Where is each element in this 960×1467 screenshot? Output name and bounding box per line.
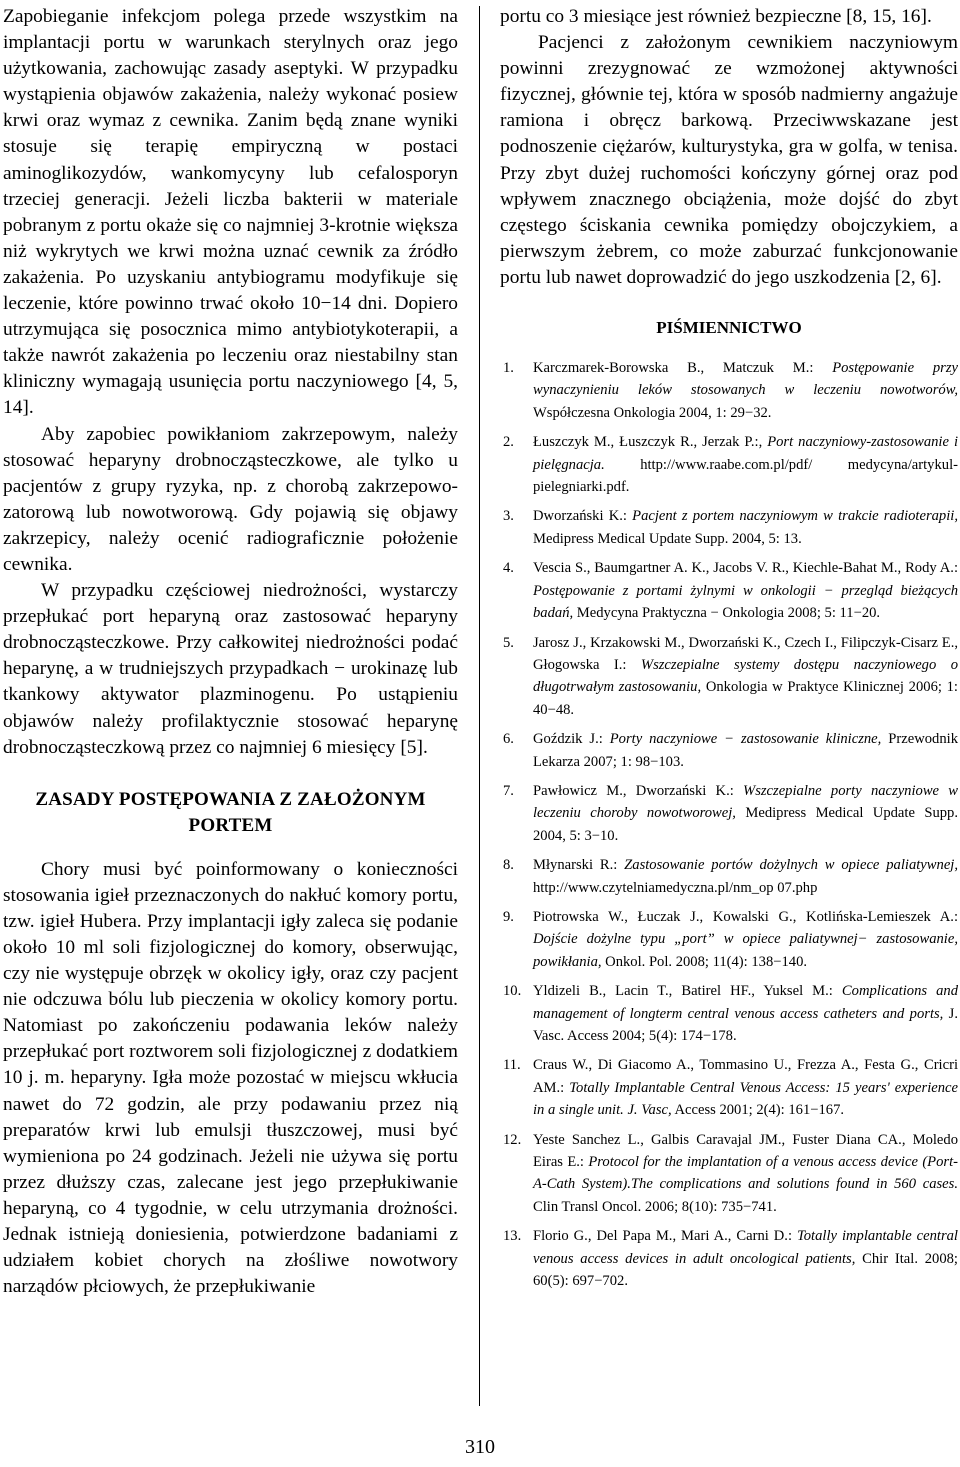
right-column — [500, 4, 958, 1299]
paragraph-thrombosis: Aby zapobiec powikłaniom zakrzepowym, należy stosować heparyny drobnocząsteczkowe, ale tylko u pacjentów z grupy ryzyka, np. z chorobą zakrzepowo-zatorową lub nowotworową. Gdy pojawią się objawy zakrzepicy, należy ocenić radiograficznie położenie cewnika. — [3, 423, 458, 575]
column-divider — [479, 6, 480, 1406]
reference-item — [500, 854, 958, 899]
reference-source: Clin Transl Oncol. 2006; 8(10): 735−741. — [533, 1198, 777, 1215]
reference-authors: Jarosz J., Krzakowski M., Dworzański K., Czech I., Filipczyk-Cisarz E., Głogowska I.: — [533, 634, 958, 673]
reference-title: Port naczyniowy-zastosowanie i pielęgnacja. — [533, 434, 958, 473]
reference-item — [500, 557, 958, 624]
reference-authors: Yeste Sanchez L., Galbis Caravajal JM., Fuster Diana CA., Moledo Eiras E.: — [533, 1131, 958, 1171]
reference-title: Totally Implantable Central Venous Access: 15 years' experience in a single unit. J. Vasc, — [533, 1079, 958, 1119]
reference-authors: Dworzański K.: — [533, 508, 633, 525]
reference-title: Pacjent z portem naczyniowym w trakcie radioterapii, — [632, 508, 958, 525]
reference-authors: Pawłowicz M., Dworzański K.: — [533, 782, 744, 799]
reference-item — [500, 728, 958, 773]
reference-item — [500, 505, 958, 550]
reference-number: 3. — [503, 508, 514, 525]
reference-authors: Piotrowska W., Łuczak J., Kowalski G., Kotlińska-Lemieszek A.: — [533, 908, 958, 925]
reference-source: Onkol. Pol. 2008; 11(4): 138−140. — [601, 953, 808, 970]
reference-authors: Karczmarek-Borowska B., Matczuk M.: — [533, 360, 833, 377]
reference-title: Zastosowanie portów dożylnych w opiece paliatywnej, — [624, 857, 958, 874]
reference-source: J. Vasc. Access 2004; 5(4): 174−178. — [533, 1005, 958, 1044]
reference-source: Medycyna Praktyczna − Onkologia 2008; 5: 11−20. — [573, 605, 881, 622]
left-column — [3, 4, 458, 1300]
reference-source: Medipress Medical Update Supp. 2004, 5: 13. — [533, 530, 802, 547]
reference-number: 5. — [503, 634, 514, 651]
reference-authors: Młynarski R.: — [533, 857, 625, 874]
reference-item — [500, 1225, 958, 1292]
reference-authors: Florio G., Del Papa M., Mari A., Carni D.: — [533, 1228, 797, 1245]
paragraph-port-handling: Chory musi być poinformowany o konieczności stosowania igieł przeznaczonych do nakłuć komory portu, tzw. igieł Hubera. Przy implantacji igły zaleca się podanie około 10 ml soli fizjologicznej do komory, obserwując, czy nie występuje obrzęk w okolicy igły, oraz czy pacjent nie odczuwa bólu lub pieczenia w okolicy komory portu. Natomiast po zakończeniu podawania leków należy przepłukać port roztworem soli fizjologicznej z dodatkiem 10 j. m. heparyny. Igła może pozostać w miejscu wkłucia nawet do 72 godzin, ale przy podawaniu przez nią preparatów krwi lub emulsji tłuszczowej, musi być wymieniona po 24 godzinach. Jeżeli nie używa się portu przez dłuższy czas, zalecane jest jego przepłukiwanie heparyną, co 4 tygodnie, w celu utrzymania drożności. Jednak istnieją doniesienia, potwierdzone badaniami z udziałem kobiet chorych na złośliwe nowotwory narządów płciowych, że przepłukiwanie — [3, 858, 458, 1298]
reference-number: 10. — [503, 983, 522, 1000]
reference-source: http://www.czytelniamedyczna.pl/nm_op 07.php — [533, 879, 818, 896]
reference-authors: Yldizeli B., Lacin T., Batirel HF., Yuksel M.: — [533, 983, 842, 1000]
reference-title: Wszczepialne systemy dostępu naczyniowego o długotrwałym zastosowaniu, — [533, 656, 959, 696]
reference-source: Przewodnik Lekarza 2007; 1: 98−103. — [533, 731, 958, 770]
reference-item — [500, 1054, 958, 1121]
paragraph-occlusion: W przypadku częściowej niedrożności, wystarczy przepłukać port heparyną oraz zastosować heparyny drobnocząsteczkowe. Przy całkowitej niedrożności podać heparynę, a w trudniejszych przypadkach − urokinazę lub tkankowy aktywator plazminogenu. Po ustąpieniu objawów należy profilaktycznie stosować heparynę drobnocząsteczkową przez co najmniej 6 miesięcy [5]. — [3, 580, 458, 758]
reference-number: 7. — [503, 782, 514, 799]
reference-title: Postępowanie z portami żylnymi w onkologii − przegląd bieżących badań, — [533, 582, 958, 622]
reference-item — [500, 431, 958, 498]
section-heading: ZASADY POSTĘPOWANIA Z ZAŁOŻONYM PORTEM — [35, 788, 426, 836]
reference-source: http://www.raabe.com.pl/pdf/ medycyna/artykul-pielegniarki.pdf. — [533, 456, 958, 496]
reference-authors: Goździk J.: — [533, 731, 610, 748]
reference-title: Postępowanie przy wynaczynieniu leków stosowanych w leczeniu nowotworów, — [533, 360, 958, 399]
paragraph-infection-prevention: Zapobieganie infekcjom polega przede wszystkim na implantacji portu w warunkach sterylnych oraz jego użytkowania, zachowując zasady aseptyki. W przypadku wystąpienia objawów zakażenia, należy wykonać posiew krwi oraz wymaz z cewnika. Zanim będą znane wyniki stosuje się terapię empiryczną w postaci aminoglikozydów, wankomycyny lub cefalosporyn trzeciej generacji. Jeżeli liczba bakterii w materiale pobranym z portu okaże się co najmniej 3-krotnie większa niż wykrytych we krwi można uznać cewnik za źródło zakażenia. Po uzyskaniu antybiogramu modyfikuje się leczenie, które powinno trwać około 10−14 dni. Dopiero utrzymująca się posocznica mimo antybiotykoterapii, a także nawrót zakażenia po leczeniu oraz niestabilny stan kliniczny wymagają usunięcia portu naczyniowego [4, 5, 14]. — [3, 6, 458, 419]
reference-title: Wszczepialne porty naczyniowe w leczeniu choroby nowotworowej, — [533, 782, 958, 822]
reference-number: 1. — [503, 360, 514, 377]
reference-item — [500, 780, 958, 847]
reference-source: Access 2001; 2(4): 161−167. — [671, 1102, 845, 1119]
reference-item — [500, 980, 958, 1047]
reference-item — [500, 1129, 958, 1219]
reference-authors: Craus W., Di Giacomo A., Tommasino U., Frezza A., Festa G., Cricri AM.: — [533, 1057, 958, 1096]
reference-number: 6. — [503, 731, 514, 748]
paragraph-flushing-continued: portu co 3 miesiące jest również bezpieczne [8, 15, 16]. — [500, 6, 932, 27]
reference-source: Współczesna Onkologia 2004, 1: 29−32. — [533, 404, 772, 421]
reference-title: Complications and management of longterm central venous access catheters and ports, — [533, 983, 958, 1022]
paragraph-physical-activity: Pacjenci z założonym cewnikiem naczyniowym powinni zrezygnować ze wzmożonej aktywności fizycznej, głównie tej, która w sposób nadmierny angażuje ramiona i obręcz barkową. Przeciwwskazane jest podnoszenie ciężarów, kulturystyka, gra w golfa, w tenisa. Przy zbyt dużej ruchomości kończyny górnej oraz pod wpływem znacznego obciążenia, może dojść do zbyt częstego ściskania cewnika pomiędzy obojczykiem, a pierwszym żebrem, co może zaburzać funkcjonowanie portu lub nawet doprowadzić do jego uszkodzenia [2, 6]. — [500, 32, 958, 288]
reference-title: Totally implantable central venous access devices in adult oncological patients, — [533, 1228, 958, 1267]
reference-source: Onkologia w Praktyce Klinicznej 2006; 1: 40−48. — [533, 679, 958, 718]
reference-item — [500, 357, 958, 424]
reference-number: 13. — [503, 1228, 522, 1245]
reference-number: 2. — [503, 434, 514, 451]
reference-number: 12. — [503, 1131, 522, 1148]
references-heading: PIŚMIENNICTWO — [656, 318, 802, 338]
reference-source: Chir Ital. 2008; 60(5): 697−702. — [533, 1250, 958, 1290]
references-list — [500, 357, 958, 1292]
reference-title: Porty naczyniowe − zastosowanie kliniczne, — [609, 731, 882, 748]
reference-title: Dojście dożylne typu „port” w opiece paliatywnej− zastosowanie, powikłania, — [533, 931, 958, 970]
reference-number: 9. — [503, 908, 514, 925]
reference-number: 8. — [503, 857, 514, 874]
reference-authors: Łuszczyk M., Łuszczyk R., Jerzak P.:, — [533, 434, 768, 451]
reference-authors: Vescia S., Baumgartner A. K., Jacobs V. R., Kiechle-Bahat M., Rody A.: — [533, 560, 958, 577]
reference-item — [500, 632, 958, 722]
page-number: 310 — [465, 1436, 495, 1458]
reference-number: 11. — [503, 1057, 521, 1074]
reference-number: 4. — [503, 560, 514, 577]
reference-title: Protocol for the implantation of a venous access device (Port-A-Cath System).The complications and solutions found in 560 cases. — [533, 1154, 958, 1193]
reference-item — [500, 906, 958, 973]
reference-source: Medipress Medical Update Supp. 2004, 5: 3−10. — [533, 805, 958, 844]
